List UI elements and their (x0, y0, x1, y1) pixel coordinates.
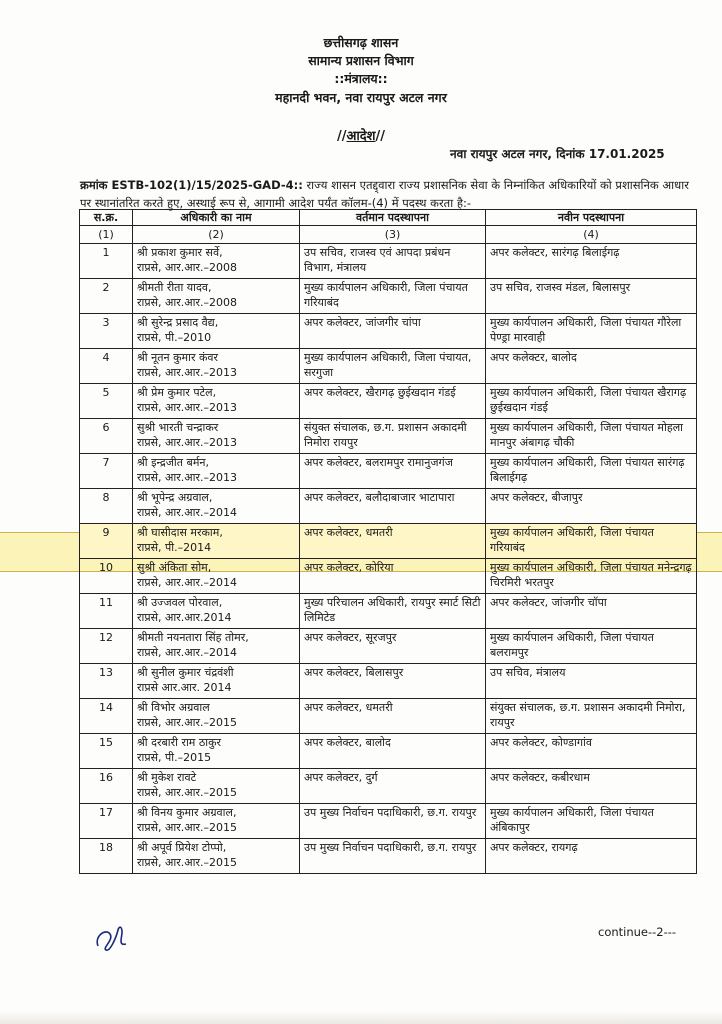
cell-sn (80, 769, 133, 804)
cell-sn-sn: 6 (102, 421, 110, 434)
cell-new-posting-new: मुख्य कार्यपालन अधिकारी, जिला पंचायत मोहला मानपुर अंबागढ़ चौकी (490, 421, 683, 449)
cell-sn (80, 839, 133, 874)
cell-current-posting-current: मुख्य कार्यपालन अधिकारी, जिला पंचायत गरियाबंद (304, 281, 468, 309)
cell-current-posting (300, 419, 486, 454)
cell-current-posting-current: अपर कलेक्टर, धमतरी (304, 701, 393, 714)
cell-current-posting (300, 804, 486, 839)
table-row (80, 244, 697, 279)
cell-current-posting (300, 629, 486, 664)
cell-new-posting-new: उप सचिव, मंत्रालय (490, 666, 566, 679)
cell-officer-service: राप्रसे, पी.–2015 (137, 751, 212, 764)
cell-new-posting-new: मुख्य कार्यपालन अधिकारी, जिला पंचायत मनेन्द्रगढ़ चिरमिरी भरतपुर (490, 561, 692, 589)
cell-new-posting (486, 699, 697, 734)
cell-officer-service: राप्रसे, आर.आर.–2008 (137, 296, 238, 309)
cell-new-posting-new: मुख्य कार्यपालन अधिकारी, जिला पंचायत गौरेला पेण्ड्रा मारवाही (490, 316, 682, 344)
order-paragraph (80, 176, 692, 212)
cell-officer (133, 524, 300, 559)
cell-sn (80, 734, 133, 769)
cell-officer-name: श्री प्रेम कुमार पटेल, (137, 386, 217, 399)
cell-sn-sn: 8 (102, 491, 110, 504)
table-row (80, 279, 697, 314)
cell-officer-service: राप्रसे, आर.आर.–2013 (137, 471, 238, 484)
cell-new-posting-new: मुख्य कार्यपालन अधिकारी, जिला पंचायत बलरामपुर (490, 631, 654, 659)
cell-officer-name: श्री विभोर अग्रवाल (137, 701, 210, 714)
cell-sn (80, 349, 133, 384)
cell-sn-sn: 7 (102, 456, 110, 469)
cell-officer-service: राप्रसे, आर.आर.2014 (137, 611, 232, 624)
cell-officer-service: राप्रसे, आर.आर.–2015 (137, 786, 238, 799)
cell-officer-service: राप्रसे, आर.आर.–2013 (137, 436, 238, 449)
cell-sn (80, 244, 133, 279)
col-number: (3) (300, 226, 486, 244)
cell-new-posting-new: अपर कलेक्टर, जांजगीर चॉपा (490, 596, 607, 609)
cell-sn (80, 559, 133, 594)
cell-current-posting (300, 524, 486, 559)
cell-officer-name: श्री प्रकाश कुमार सर्वे, (137, 246, 223, 259)
cell-new-posting (486, 559, 697, 594)
table-row (80, 804, 697, 839)
cell-current-posting (300, 314, 486, 349)
cell-sn (80, 489, 133, 524)
cell-officer (133, 454, 300, 489)
cell-sn-sn: 11 (99, 596, 113, 609)
cell-officer (133, 314, 300, 349)
cell-officer-name: सुश्री अंकिता सोम, (137, 561, 212, 574)
cell-new-posting (486, 279, 697, 314)
table-row (80, 524, 697, 559)
cell-officer-service: राप्रसे, आर.आर.–2014 (137, 576, 238, 589)
table-row (80, 769, 697, 804)
order-title-text: आदेश (346, 129, 376, 144)
cell-new-posting (486, 629, 697, 664)
cell-officer (133, 489, 300, 524)
cell-officer-name: श्रीमती रीता यादव, (137, 281, 212, 294)
cell-officer-name: श्री इन्द्रजीत बर्मन, (137, 456, 210, 469)
cell-new-posting (486, 489, 697, 524)
cell-current-posting (300, 559, 486, 594)
order-reference: क्रमांक ESTB-102(1)/15/2025-GAD-4:: (80, 178, 303, 192)
cell-new-posting (486, 384, 697, 419)
cell-officer (133, 699, 300, 734)
table-row (80, 594, 697, 629)
cell-current-posting-current: अपर कलेक्टर, सूरजपुर (304, 631, 397, 644)
col-number: (4) (486, 226, 697, 244)
table-row (80, 489, 697, 524)
cell-current-posting-current: अपर कलेक्टर, कोरिया (304, 561, 394, 574)
cell-sn-sn: 9 (102, 526, 110, 539)
table-row (80, 314, 697, 349)
cell-officer-name: श्री विनय कुमार अग्रवाल, (137, 806, 237, 819)
col-header-new: नवीन पदस्थापना (486, 210, 697, 226)
cell-officer-name: सुश्री भारती चन्द्राकर (137, 421, 219, 434)
cell-sn-sn: 12 (99, 631, 113, 644)
col-header-sn: स.क्र. (80, 210, 133, 226)
cell-officer-service: राप्रसे, आर.आर.–2013 (137, 401, 238, 414)
cell-current-posting (300, 664, 486, 699)
cell-officer-name: श्री घासीदास मरकाम, (137, 526, 223, 539)
cell-new-posting-new: मुख्य कार्यपालन अधिकारी, जिला पंचायत गरियाबंद (490, 526, 654, 554)
cell-officer (133, 839, 300, 874)
cell-current-posting (300, 769, 486, 804)
cell-sn (80, 699, 133, 734)
cell-new-posting (486, 769, 697, 804)
page-bottom-shadow (0, 1010, 722, 1024)
cell-sn (80, 524, 133, 559)
cell-sn-sn: 16 (99, 771, 113, 784)
cell-officer-name: श्री नूतन कुमार कंवर (137, 351, 219, 364)
cell-current-posting-current: संयुक्त संचालक, छ.ग. प्रशासन अकादमी निमोरा रायपुर (304, 421, 467, 449)
cell-current-posting-current: अपर कलेक्टर, बिलासपुर (304, 666, 404, 679)
cell-sn-sn: 3 (102, 316, 110, 329)
table-row (80, 419, 697, 454)
continue-note: continue--2--- (598, 925, 677, 939)
cell-new-posting (486, 349, 697, 384)
table-body (80, 244, 697, 874)
cell-current-posting (300, 454, 486, 489)
cell-officer-service: राप्रसे आर.आर. 2014 (137, 681, 232, 694)
cell-new-posting (486, 454, 697, 489)
cell-current-posting (300, 734, 486, 769)
cell-sn (80, 804, 133, 839)
cell-new-posting-new: अपर कलेक्टर, बालोद (490, 351, 577, 364)
signature-mark (92, 920, 132, 954)
cell-officer (133, 804, 300, 839)
cell-sn (80, 384, 133, 419)
cell-sn (80, 664, 133, 699)
cell-current-posting-current: अपर कलेक्टर, धमतरी (304, 526, 393, 539)
cell-sn (80, 454, 133, 489)
cell-current-posting (300, 839, 486, 874)
cell-sn-sn: 17 (99, 806, 113, 819)
cell-officer-service: राप्रसे, आर.आर.–2015 (137, 716, 238, 729)
cell-current-posting (300, 244, 486, 279)
cell-officer-service: राप्रसे, आर.आर.–2014 (137, 506, 238, 519)
cell-sn-sn: 5 (102, 386, 110, 399)
cell-current-posting-current: मुख्य कार्यपालन अधिकारी, जिला पंचायत, सरगुजा (304, 351, 472, 379)
table-row (80, 559, 697, 594)
cell-new-posting (486, 664, 697, 699)
cell-new-posting-new: अपर कलेक्टर, रायगढ़ (490, 841, 578, 854)
cell-sn (80, 629, 133, 664)
cell-new-posting (486, 734, 697, 769)
cell-new-posting-new: मुख्य कार्यपालन अधिकारी, जिला पंचायत सारंगढ़ बिलाईगढ़ (490, 456, 685, 484)
cell-new-posting-new: उप सचिव, राजस्व मंडल, बिलासपुर (490, 281, 631, 294)
cell-current-posting-current: अपर कलेक्टर, बालोद (304, 736, 391, 749)
cell-officer-service: राप्रसे, पी.–2010 (137, 331, 212, 344)
cell-new-posting (486, 244, 697, 279)
cell-officer (133, 769, 300, 804)
cell-sn-sn: 13 (99, 666, 113, 679)
table-row (80, 664, 697, 699)
cell-officer-service: राप्रसे, पी.–2014 (137, 541, 212, 554)
header-state: छत्तीसगढ़ शासन (323, 35, 399, 50)
cell-current-posting (300, 279, 486, 314)
cell-new-posting-new: अपर कलेक्टर, कोण्डागांव (490, 736, 592, 749)
cell-officer-name: श्री मुकेश रावटे (137, 771, 197, 784)
cell-officer (133, 279, 300, 314)
cell-new-posting (486, 419, 697, 454)
table-row (80, 839, 697, 874)
cell-current-posting-current: उप सचिव, राजस्व एवं आपदा प्रबंधन विभाग, मंत्रालय (304, 246, 451, 274)
header-address: महानदी भवन, नवा रायपुर अटल नगर (275, 90, 447, 105)
order-title: //आदेश// (336, 129, 386, 144)
cell-current-posting-current: अपर कलेक्टर, बलौदाबाजार भाटापारा (304, 491, 455, 504)
cell-sn-sn: 4 (102, 351, 110, 364)
cell-officer-service: राप्रसे, आर.आर.–2013 (137, 366, 238, 379)
transfer-table (79, 209, 697, 874)
col-number: (1) (80, 226, 133, 244)
cell-current-posting (300, 349, 486, 384)
cell-new-posting (486, 314, 697, 349)
cell-new-posting-new: अपर कलेक्टर, बीजापुर (490, 491, 583, 504)
cell-new-posting-new: मुख्य कार्यपालन अधिकारी, जिला पंचायत अंबिकापुर (490, 806, 654, 834)
cell-officer-name: श्री उज्जवल पोरवाल, (137, 596, 223, 609)
cell-new-posting-new: अपर कलेक्टर, कबीरधाम (490, 771, 590, 784)
cell-current-posting-current: अपर कलेक्टर, जांजगीर चांपा (304, 316, 421, 329)
cell-sn (80, 594, 133, 629)
cell-current-posting (300, 699, 486, 734)
col-number: (2) (133, 226, 300, 244)
cell-officer-name: श्री सुरेन्द्र प्रसाद वैद्य, (137, 316, 219, 329)
header-ministry: ::मंत्रालय:: (334, 71, 388, 86)
cell-officer (133, 664, 300, 699)
cell-sn (80, 314, 133, 349)
table-row (80, 454, 697, 489)
header-department: सामान्य प्रशासन विभाग (308, 53, 414, 68)
cell-officer-name: श्री अपूर्व प्रियेश टोप्पो, (137, 841, 227, 854)
cell-new-posting (486, 804, 697, 839)
cell-officer (133, 419, 300, 454)
cell-officer (133, 594, 300, 629)
cell-new-posting-new: अपर कलेक्टर, सारंगढ़ बिलाईगढ़ (490, 246, 620, 259)
cell-sn-sn: 18 (99, 841, 113, 854)
table-row (80, 734, 697, 769)
cell-officer-service: राप्रसे, आर.आर.–2015 (137, 856, 238, 869)
order-text: राज्य शासन एतद्द्वारा राज्य प्रशासनिक सेवा के निम्नांकित अधिकारियों को प्रशासनिक आधार पर स्थानांतरित करते हुए, अस्थाई रूप से, आगामी आदेश पर्यंत कॉलम-(4) में पदस्थ करता है:- (80, 178, 689, 210)
cell-sn (80, 279, 133, 314)
cell-current-posting-current: मुख्य परिचालन अधिकारी, रायपुर स्मार्ट सिटी लिमिटेड (304, 596, 481, 624)
cell-officer-name: श्री दरबारी राम ठाकुर (137, 736, 222, 749)
cell-officer-name: श्री भूपेन्द्र अग्रवाल, (137, 491, 213, 504)
table-row (80, 629, 697, 664)
table-row (80, 384, 697, 419)
cell-new-posting (486, 524, 697, 559)
cell-current-posting-current: उप मुख्य निर्वाचन पदाधिकारी, छ.ग. रायपुर (304, 806, 477, 819)
col-header-current: वर्तमान पदस्थापना (300, 210, 486, 226)
col-header-name: अधिकारी का नाम (133, 210, 300, 226)
cell-current-posting (300, 594, 486, 629)
table-row (80, 349, 697, 384)
cell-officer-service: राप्रसे, आर.आर.–2015 (137, 821, 238, 834)
cell-current-posting (300, 384, 486, 419)
cell-officer (133, 629, 300, 664)
cell-officer-service: राप्रसे, आर.आर.–2014 (137, 646, 238, 659)
cell-new-posting-new: संयुक्त संचालक, छ.ग. प्रशासन अकादमी निमोरा, रायपुर (490, 701, 686, 729)
cell-current-posting-current: अपर कलेक्टर, बलरामपुर रामानुजगंज (304, 456, 453, 469)
cell-sn-sn: 1 (102, 246, 110, 259)
cell-current-posting-current: उप मुख्य निर्वाचन पदाधिकारी, छ.ग. रायपुर (304, 841, 477, 854)
cell-sn-sn: 2 (102, 281, 110, 294)
cell-sn (80, 419, 133, 454)
cell-current-posting-current: अपर कलेक्टर, खैरागढ़ छुईखदान गंडई (304, 386, 456, 399)
cell-sn-sn: 14 (99, 701, 113, 714)
cell-current-posting-current: अपर कलेक्टर, दुर्ग (304, 771, 378, 784)
cell-officer-name: श्रीमती नयनतारा सिंह तोमर, (137, 631, 249, 644)
table-row (80, 699, 697, 734)
column-number-row (80, 226, 697, 244)
cell-officer (133, 244, 300, 279)
cell-officer (133, 384, 300, 419)
cell-officer-name: श्री सुनील कुमार चंद्रवंशी (137, 666, 234, 679)
cell-officer (133, 349, 300, 384)
cell-current-posting (300, 489, 486, 524)
cell-new-posting (486, 594, 697, 629)
cell-officer-service: राप्रसे, आर.आर.–2008 (137, 261, 238, 274)
cell-sn-sn: 10 (99, 561, 113, 574)
order-dateline: नवा रायपुर अटल नगर, दिनांक 17.01.2025 (450, 147, 665, 161)
table-header-row (80, 210, 697, 226)
cell-new-posting (486, 839, 697, 874)
cell-officer (133, 734, 300, 769)
cell-new-posting-new: मुख्य कार्यपालन अधिकारी, जिला पंचायत खैरागढ़ छुईखदान गंडई (490, 386, 687, 414)
cell-officer (133, 559, 300, 594)
cell-sn-sn: 15 (99, 736, 113, 749)
